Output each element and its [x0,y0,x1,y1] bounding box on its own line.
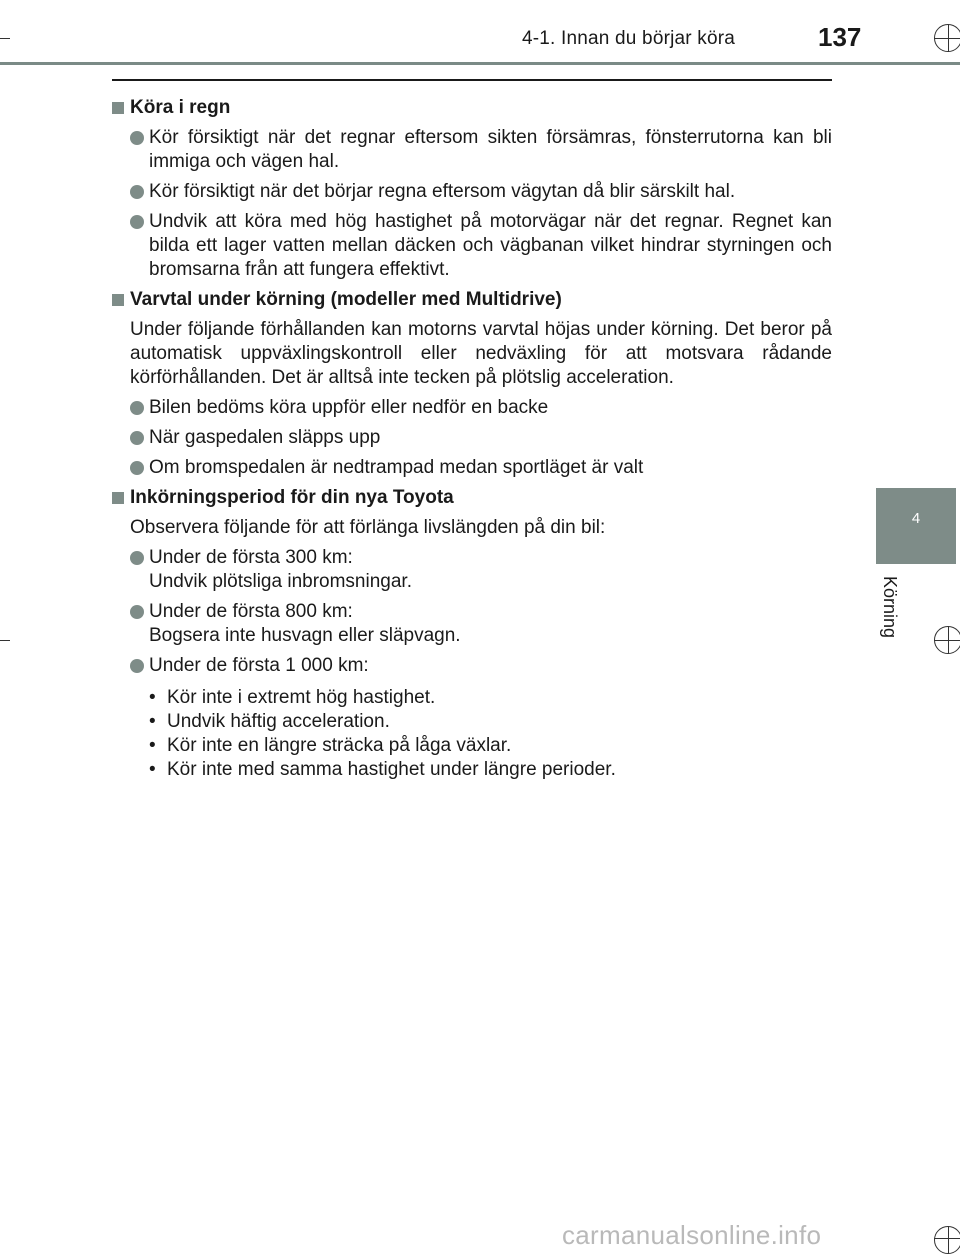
list-item-text: Kör försiktigt när det regnar eftersom sikten försämras, fönsterrutorna kan bli immiga och vägen hal. [149,127,832,172]
watermark-link[interactable]: carmanualsonline.info [562,1220,822,1250]
crop-mark-icon [934,626,960,654]
list-item [112,396,832,420]
content-rule [112,79,832,81]
chapter-label: Körning [880,576,900,639]
list-item-head: Under de första 300 km: [149,547,353,568]
section-heading [112,486,832,510]
list-item [112,126,832,174]
list-item [112,210,832,282]
section-title: 4-1. Innan du börjar köra [522,28,736,49]
chapter-number: 4 [911,510,921,527]
circle-bullet-icon [130,401,144,415]
sub-list-item [149,734,832,758]
page-content [112,90,832,782]
square-bullet-icon [112,492,124,504]
chapter-tab [876,488,956,564]
list-item-text: Om bromspedalen är nedtrampad medan sportläget är valt [149,457,644,478]
list-item [112,600,832,648]
list-item [112,180,832,204]
sub-list-item [149,710,832,734]
circle-bullet-icon [130,215,144,229]
circle-bullet-icon [130,185,144,199]
list-item-text: När gaspedalen släpps upp [149,427,381,448]
heading-text: Köra i regn [130,97,231,118]
list-item-text: Kör försiktigt när det börjar regna eftersom vägytan då blir särskilt hal. [149,181,736,202]
sub-list-item-text: Kör inte med samma hastighet under längre perioder. [167,759,616,780]
intro-paragraph: Under följande förhållanden kan motorns varvtal höjas under körning. Det beror på automatisk uppväxlingskontroll eller nedväxling för att motsvara rådande körförhållanden. Det är alltså inte tecken på plötslig acceleration. [130,319,832,388]
page-number: 137 [818,22,862,52]
list-item-body: Bogsera inte husvagn eller släpvagn. [149,625,461,646]
list-item-text: Undvik att köra med hög hastighet på motorvägar när det regnar. Regnet kan bilda ett lager vatten mellan däcken och vägbanan vilket hindrar styrningen och bromsarna från att fungera effektivt. [149,211,832,280]
sub-list-item [149,758,832,782]
square-bullet-icon [112,102,124,114]
crop-mark-line [0,38,10,39]
sub-list-item-text: Kör inte en längre sträcka på låga växlar. [167,735,512,756]
section-heading [112,288,832,312]
circle-bullet-icon [130,461,144,475]
circle-bullet-icon [130,131,144,145]
sub-list-item-text: Undvik häftig acceleration. [167,711,390,732]
small-bullet-icon: • [149,759,156,780]
list-item [112,456,832,480]
list-item [112,546,832,594]
crop-mark-icon [934,24,960,52]
circle-bullet-icon [130,431,144,445]
small-bullet-icon: • [149,711,156,732]
square-bullet-icon [112,294,124,306]
list-item-head: Under de första 800 km: [149,601,353,622]
list-item-head: Under de första 1 000 km: [149,655,369,676]
circle-bullet-icon [130,605,144,619]
small-bullet-icon: • [149,735,156,756]
heading-text: Inkörningsperiod för din nya Toyota [130,487,454,508]
list-item-text: Bilen bedöms köra uppför eller nedför en backe [149,397,549,418]
list-item [112,654,832,678]
crop-mark-icon [934,1226,960,1254]
small-bullet-icon: • [149,687,156,708]
section-heading [112,96,832,120]
list-item-body: Undvik plötsliga inbromsningar. [149,571,412,592]
list-item [112,426,832,450]
crop-mark-line [0,640,10,641]
sub-list [112,686,832,782]
sub-list-item [149,686,832,710]
circle-bullet-icon [130,551,144,565]
heading-text: Varvtal under körning (modeller med Multidrive) [130,289,562,310]
intro-paragraph: Observera följande för att förlänga livslängden på din bil: [130,517,606,538]
sub-list-item-text: Kör inte i extremt hög hastighet. [167,687,436,708]
circle-bullet-icon [130,659,144,673]
header-rule [0,62,960,65]
